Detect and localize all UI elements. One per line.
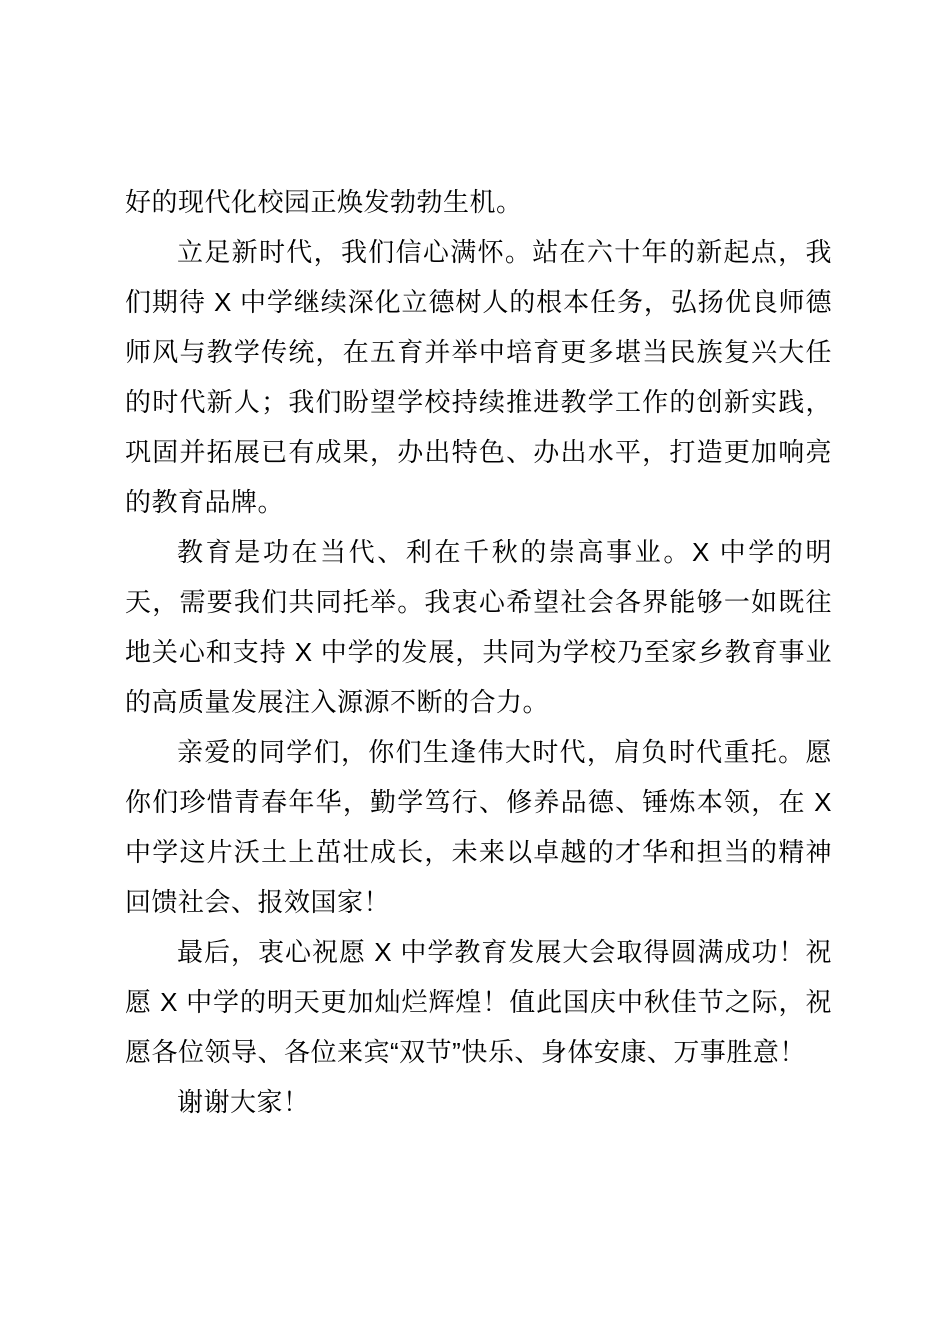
paragraph-new-era: 立足新时代，我们信心满怀。站在六十年的新起点，我们期待 X 中学继续深化立德树人的根本任务，弘扬优良师德师风与教学传统，在五育并举中培育更多堪当民族复兴大任的时代新人；我们盼望学校持续推进教学工作的创新实践，巩固并拓展已有成果，办出特色、办出水平，打造更加响亮的教育品牌。 <box>125 237 832 517</box>
paragraph-thanks: 谢谢大家！ <box>177 1087 310 1117</box>
paragraph-dear-students: 亲爱的同学们，你们生逢伟大时代，肩负时代重托。愿你们珍惜青春年华，勤学笃行、修养品德、锤炼本领，在 X 中学这片沃土上茁壮成长，未来以卓越的才华和担当的精神回馈社会、报效国家！ <box>125 737 832 917</box>
paragraph-education-cause: 教育是功在当代、利在千秋的崇高事业。X 中学的明天，需要我们共同托举。我衷心希望社会各界能够一如既往地关心和支持 X 中学的发展，共同为学校乃至家乡教育事业的高质量发展注入源源不断的合力。 <box>125 537 832 717</box>
paragraph-final-wishes: 最后，衷心祝愿 X 中学教育发展大会取得圆满成功！祝愿 X 中学的明天更加灿烂辉煌！值此国庆中秋佳节之际，祝愿各位领导、各位来宾“双节”快乐、身体安康、万事胜意！ <box>125 937 832 1067</box>
paragraph-continuation: 好的现代化校园正焕发勃勃生机。 <box>125 187 523 217</box>
document-body <box>125 177 832 1127</box>
